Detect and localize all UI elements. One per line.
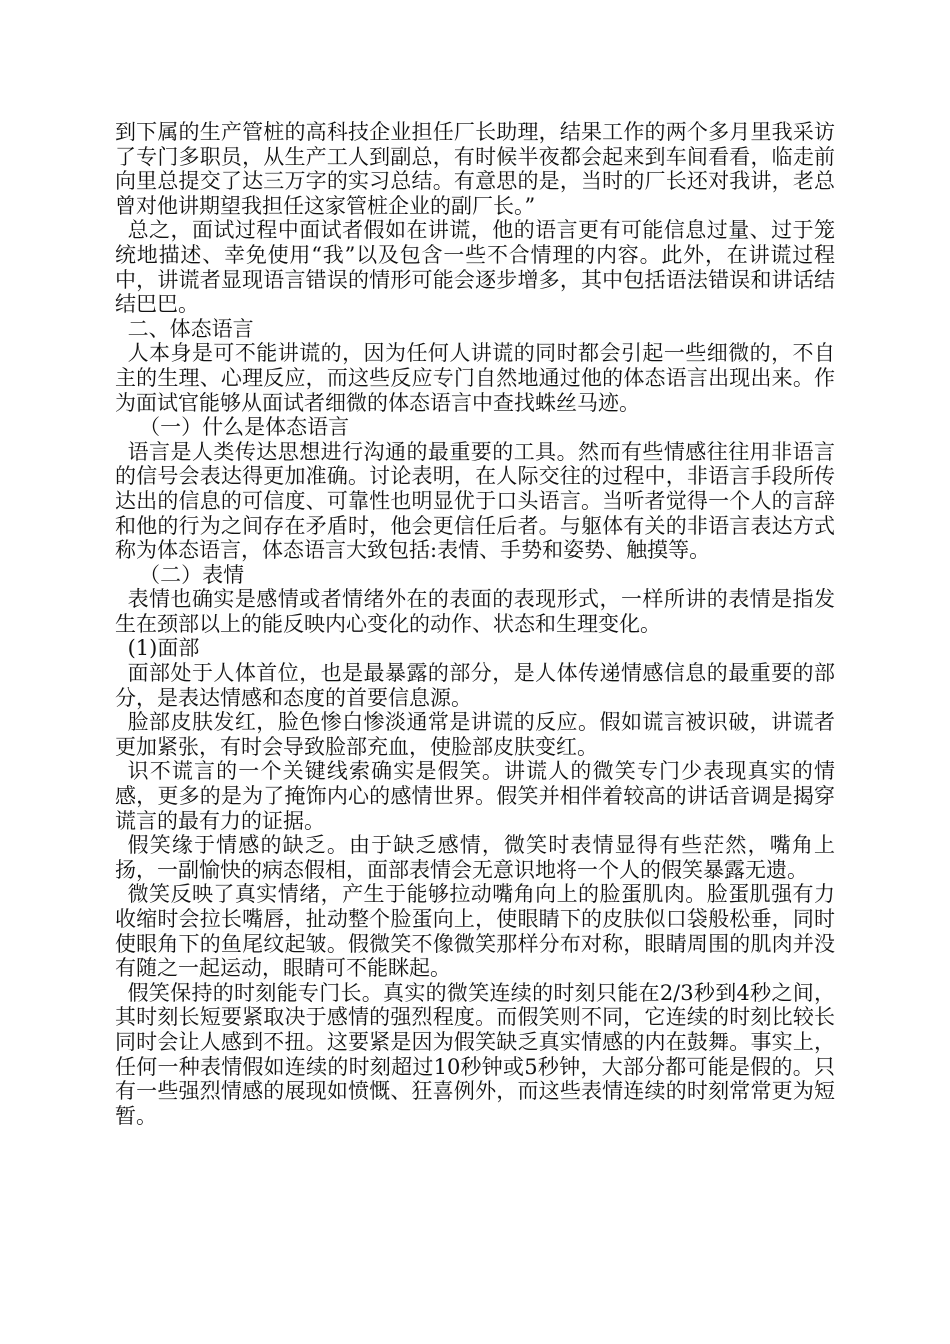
paragraph: 假笑保持的时刻能专门长。真实的微笑连续的时刻只能在2/3秒到4秒之间，其时刻长短要紧取决于感情的强烈程度。而假笑则不同，它连续的时刻比较长同时会让人感到不扭。这要紧是因为假笑缺乏真实情感的内在鼓舞。事实上，任何一种表情假如连续的时刻超过10秒钟或5秒钟，大部分都可能是假的。只有一些强烈情感的展现如愤慨、狂喜例外，而这些表情连续的时刻常常更为短暂。	[115, 980, 835, 1128]
paragraph-summary: 总之，面试过程中面试者假如在讲谎，他的语言更有可能信息过量、过于笼统地描述、幸免使用“我”以及包含一些不合情理的内容。此外，在讲谎过程中，讲谎者显现语言错误的情形可能会逐步增多，其中包括语法错误和讲话结结巴巴。	[115, 218, 835, 317]
paragraph: 语言是人类传达思想进行沟通的最重要的工具。然而有些情感往往用非语言的信号会表达得更加准确。讨论表明，在人际交往的过程中，非语言手段所传达出的信息的可信度、可靠性也明显优于口头语言。当听者觉得一个人的言辞和他的行为之间存在矛盾时，他会更信任后者。与躯体有关的非语言表达方式称为体态语言，体态语言大致包括:表情、手势和姿势、触摸等。	[115, 439, 835, 563]
paragraph: 识不谎言的一个关键线索确实是假笑。讲谎人的微笑专门少表现真实的情感，更多的是为了掩饰内心的感情世界。假笑并相伴着较高的讲话音调是揭穿谎言的最有力的证据。	[115, 759, 835, 833]
document-page	[115, 120, 835, 1128]
paragraph: 假笑缘于情感的缺乏。由于缺乏感情，微笑时表情显得有些茫然，嘴角上扬，一副愉快的病态假相，面部表情会无意识地将一个人的假笑暴露无遗。	[115, 833, 835, 882]
paragraph: 表情也确实是感情或者情绪外在的表面的表现形式，一样所讲的表情是指发生在颈部以上的能反映内心变化的动作、状态和生理变化。	[115, 587, 835, 636]
subheading-face: (1)面部	[127, 636, 200, 661]
paragraph-continued: 到下属的生产管桩的高科技企业担任厂长助理，结果工作的两个多月里我采访了专门多职员，从生产工人到副总，有时候半夜都会起来到车间看看，临走前向里总提交了达三万字的实习总结。有意思的是，当时的厂长还对我讲，老总曾对他讲期望我担任这家管桩企业的副厂长。”	[115, 120, 835, 218]
section-heading-body-language: 二、体态语言	[127, 316, 254, 341]
paragraph: 微笑反映了真实情绪，产生于能够拉动嘴角向上的脸蛋肌肉。脸蛋肌强有力收缩时会拉长嘴唇，扯动整个脸蛋向上，使眼睛下的皮肤似口袋般松垂，同时使眼角下的鱼尾纹起皱。假微笑不像微笑那样分布对称，眼睛周围的肌肉并没有随之一起运动，眼睛可不能眯起。	[115, 882, 835, 981]
subheading-expression: （二）表情	[139, 562, 245, 587]
paragraph: 人本身是可不能讲谎的，因为任何人讲谎的同时都会引起一些细微的，不自主的生理、心理反应，而这些反应专门自然地通过他的体态语言出现出来。作为面试官能够从面试者细微的体态语言中查找蛛丝马迹。	[115, 341, 835, 415]
subheading-what-is-body-language: （一）什么是体态语言	[139, 415, 350, 440]
paragraph: 脸部皮肤发红，脸色惨白惨淡通常是讲谎的反应。假如谎言被识破，讲谎者更加紧张，有时会导致脸部充血，使脸部皮肤变红。	[115, 710, 835, 759]
paragraph: 面部处于人体首位，也是最暴露的部分，是人体传递情感信息的最重要的部分，是表达情感和态度的首要信息源。	[115, 661, 835, 710]
